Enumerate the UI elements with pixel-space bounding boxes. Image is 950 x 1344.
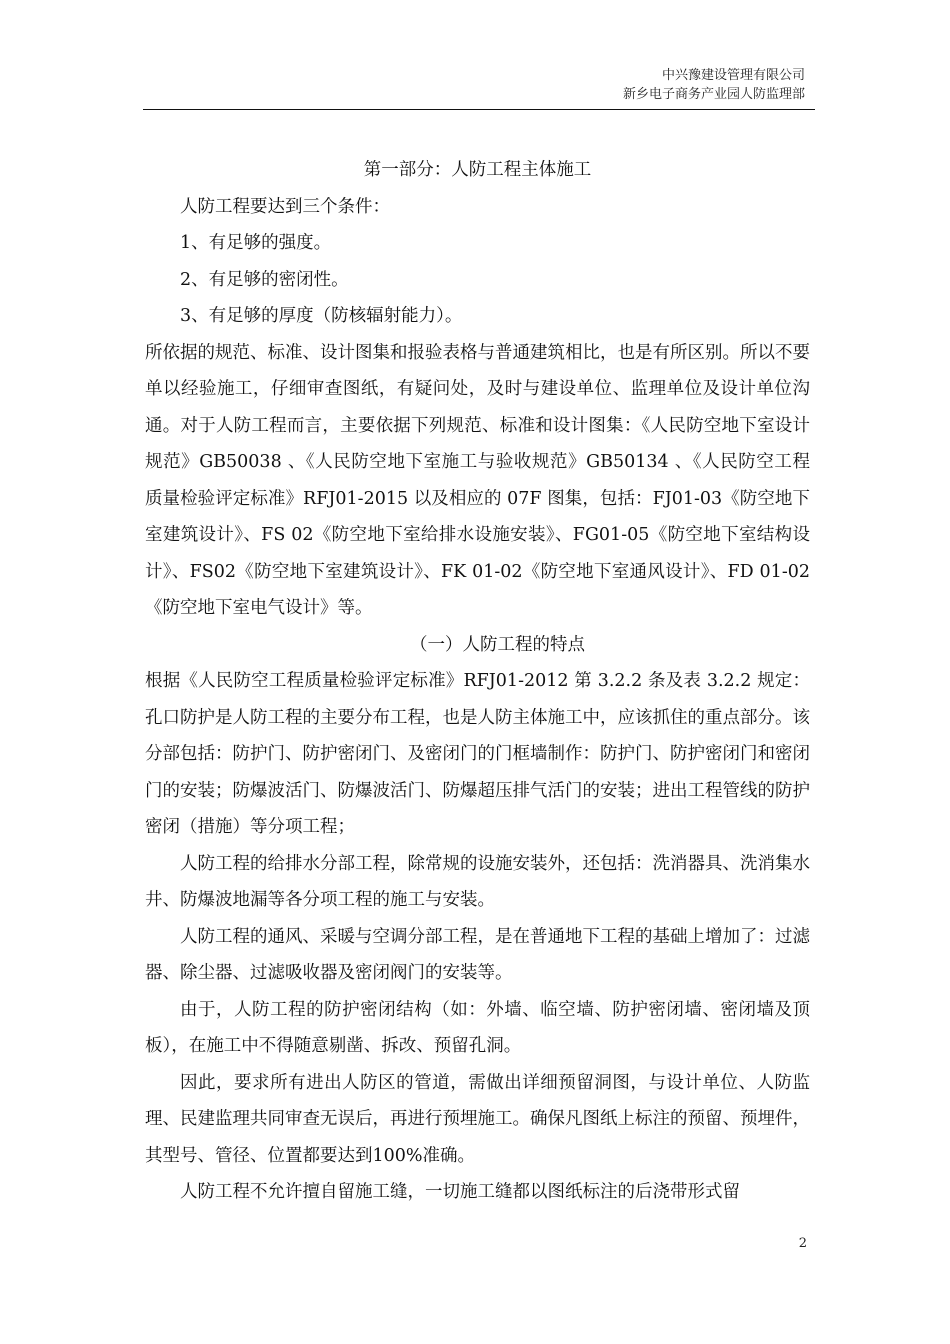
section-title: （一）人防工程的特点: [410, 634, 585, 655]
paragraph-structure: 由于，人防工程的防护密闭结构（如：外墙、临空墙、防护密闭墙、密闭墙及顶板），在施工中不得随意剔凿、拆改、预留孔洞。: [145, 999, 810, 1056]
page-number: 2: [798, 1236, 807, 1251]
part-title: 第一部分：人防工程主体施工: [363, 160, 592, 180]
condition-item: 1、有足够的强度。: [180, 233, 332, 253]
condition-item: 2、有足够的密闭性。: [180, 269, 349, 290]
paragraph-pipes: 因此，要求所有进出人防区的管道，需做出详细预留洞图，与设计单位、人防监理、民建监理共同审查无误后，再进行预埋施工。确保凡图纸上标注的预留、预埋件，其型号、管径、位置都要达到100%准确。: [145, 1072, 810, 1166]
paragraph-joints: 人防工程不允许擅自留施工缝，一切施工缝都以图纸标注的后浇带形式留: [180, 1182, 740, 1202]
paragraph-water: 人防工程的给排水分部工程，除常规的设施安装外，还包括：洗消器具、洗消集水井、防爆波地漏等各分项工程的施工与安装。: [145, 853, 810, 910]
paragraph-basis: 所依据的规范、标准、设计图集和报验表格与普通建筑相比，也是有所区别。所以不要单以经验施工，仔细审查图纸，有疑问处，及时与建设单位、监理单位及设计单位沟通。对于人防工程而言，主要依据下列规范、标准和设计图集：《人民防空地下室设计规范》GB50038 、《人民防空地下室施工与验收规范》GB50134 、《人民防空工程质量检验评定标准》RFJ01-2015 以及相应的 07F 图集，包括：FJ01-03《防空地下室建筑设计》、FS 02《防空地下室给排水设施安装》、FG01-05《防空地下室结构设计》、FS02《防空地下室建筑设计》、FK 01-02《防空地下室通风设计》、FD 01-02《防空地下室电气设计》等。: [145, 342, 810, 618]
paragraph-standard: 根据《人民防空工程质量检验评定标准》RFJ01-2012 第 3.2.2 条及表 3.2.2 规定：孔口防护是人防工程的主要分布工程，也是人防主体施工中，应该抓住的重点部分。该分部包括：防护门、防护密闭门、及密闭门的门框墙制作：防护门、防护密闭门和密闭门的安装；防爆波活门、防爆波活门、防爆超压排气活门的安装；进出工程管线的防护密闭（措施）等分项工程；: [145, 671, 810, 837]
document-body: [145, 152, 810, 1211]
header-company: 中兴豫建设管理有限公司: [661, 68, 805, 83]
conditions-intro: 人防工程要达到三个条件：: [180, 196, 390, 217]
page-header: [623, 66, 805, 104]
paragraph-ventilation: 人防工程的通风、采暖与空调分部工程，是在普通地下工程的基础上增加了：过滤器、除尘器、过滤吸收器及密闭阀门的安装等。: [145, 926, 810, 983]
condition-item: 3、有足够的厚度（防核辐射能力）。: [180, 306, 463, 326]
header-rule: [143, 109, 815, 110]
header-department: 新乡电子商务产业园人防监理部: [622, 87, 805, 102]
